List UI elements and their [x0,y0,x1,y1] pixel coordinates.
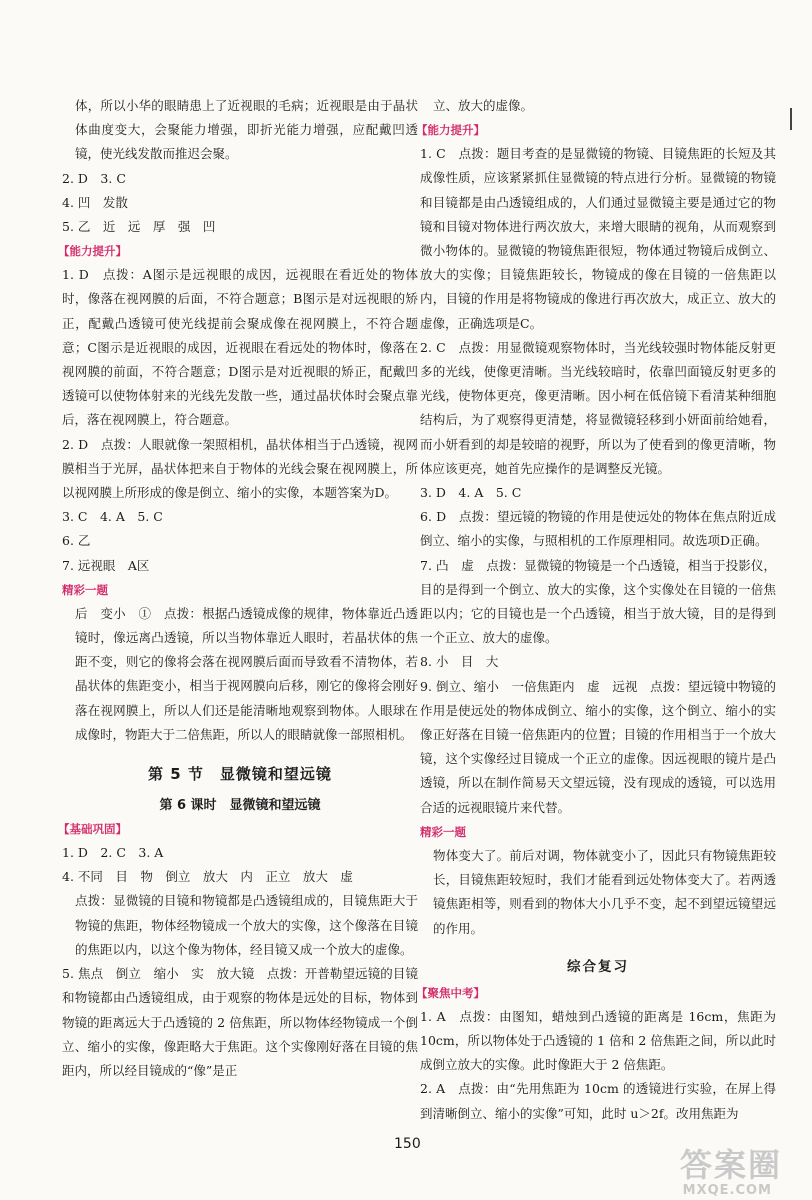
answer-text: 2. D 点拨：人眼就像一架照相机，晶状体相当于凸透镜，视网膜相当于光屏，晶状体把来自于物体的光线会聚在视网膜上，所以视网膜上所形成的像是倒立、缩小的实像，本题答案为D。 [62,436,418,501]
answer-text: 1. D 点拨：A图示是远视眼的成因，远视眼在看近处的物体时，像落在视网膜的后面，不符合题意；B图示是对远视眼的矫正，配戴凸透镜可使光线提前会聚成像在视网膜上，不符合题意；C图示是近视眼的成因，近视眼在看远处的物体时，像落在视网膜的前面，不符合题意；D图示是对近视眼的矫正，配戴凹透镜可以使物体射来的光线先发散一些，通过晶状体时会聚点靠后，落在视网膜上，符合题意。 [62,267,418,428]
lesson-title: 第 6 课时 显微镜和望远镜 [159,798,321,814]
answer-text: 后 变小 ① 点拨：根据凸透镜成像的规律，物体靠近凸透镜时，像远离凸透镜，所以当物体靠近人眼时，若晶状体的焦距不变，则它的像将会落在视网膜后面而导致看不清物体，若晶状体的焦距变小，相当于视网膜向后移，刚它的像将会刚好落在视网膜上，所以人们还是能清晰地观察到物体。人眼球在成像时，物距大于二倍焦距，所以人的眼睛就像一部照相机。 [75,605,418,742]
page-number: 150 [394,1136,421,1152]
section-tag: 【基础巩固】 [58,822,127,837]
answer-text: 8. 小 目 大 [420,654,499,670]
answer-text: 2. D 3. C [62,170,126,186]
watermark-url: MXQE.COM [682,1183,772,1198]
section-tag: 【能力提升】 [58,244,127,259]
answer-text: 4. 凹 发散 [62,194,128,210]
answer-text: 物体变大了。前后对调，物体就变小了，因此只有物镜焦距较长，目镜焦距较短时，我们才能看到远处物体变大了。若两透镜焦距相等，则看到的物体大小几乎不变，起不到望远镜望远的作用。 [433,847,776,936]
highlight-tag: 精彩一题 [62,582,108,597]
answer-text: 5. 焦点 倒立 缩小 实 放大镜 点拨：开普勒望远镜的目镜和物镜都由凸透镜组成，由于观察的物体是远处的目标，物体到物镜的距离远大于凸透镜的 2 倍焦距，所以物体经物镜成一个倒立、缩小的实像，像距略大于焦距。这个实像刚好落在目镜的焦距内，所以经目镜成的“像”是正 [62,966,418,1078]
answer-text: 1. C 点拨：题目考查的是显微镜的物镜、目镜焦距的长短及其成像性质，应该紧紧抓住显微镜的特点进行分析。显微镜的物镜和目镜都是由凸透镜组成的，人们通过显微镜主要是通过它的物镜和目镜对物体进行两次放大，来增大眼睛的视角，从而观察到微小物体的。显微镜的物镜焦距很短，物体通过物镜后成倒立、放大的实像；目镜焦距较长，物镜成的像在目镜的一倍焦距以内，目镜的作用是将物镜成的像进行再次放大，成正立、放大的虚像，正确选项是C。 [420,146,776,331]
answer-text: 6. 乙 [62,533,91,549]
section-title: 第 5 节 显微镜和望远镜 [148,765,332,784]
answer-text: 3. C 4. A 5. C [62,509,163,525]
answer-text: 1. A 点拨：由图知，蜡烛到凸透镜的距离是 16cm，焦距为 10cm，所以物体处于凸透镜的 1 倍和 2 倍焦距之间，所以此时成倒立放大的实像。此时像距大于 2 倍焦距。 [420,1008,776,1073]
answer-text: 7. 远视眼 A区 [62,557,150,573]
answer-text: 6. D 点拨：望远镜的物镜的作用是使远处的物体在焦点附近成倒立、缩小的实像，与照相机的工作原理相同。故选项D正确。 [420,509,776,549]
answer-text: 3. D 4. A 5. C [420,485,522,501]
answer-text: 1. D 2. C 3. A [62,845,164,861]
margin-mark [790,108,792,130]
answer-text: 2. A 点拨：由“先用焦距为 10cm 的透镜进行实验，在屏上得到清晰倒立、缩小的实像”可知，此时 u＞2f。改用焦距为 [420,1081,776,1121]
answer-text: 9. 倒立、缩小 一倍焦距内 虚 远视 点拨：望远镜中物镜的作用是使远处的物体成倒立、缩小的实像，这个倒立、缩小的实像正好落在目镜一倍焦距内的位置；目镜的作用相当于一个放大镜，这个实像经过目镜成一个正立的虚像。因远视眼的镜片是凸透镜，所以在制作简易天文望远镜，没有现成的透镜，可以选用合适的远视眼镜片来代替。 [420,678,776,815]
answer-text: 4. 不同 目 物 倒立 放大 内 正立 放大 虚 [62,869,353,885]
section-tag: 【能力提升】 [416,123,485,138]
answer-text: 5. 乙 近 远 厚 强 凹 [62,219,216,235]
left-column [58,94,418,1083]
section-tag: 【聚焦中考】 [416,985,485,1000]
answer-text: 7. 凸 虚 点拨：显微镜的物镜是一个凸透镜，相当于投影仪，目的是得到一个倒立、放大的实像，这个实像处在目镜的一倍焦距以内；它的目镜也是一个凸透镜，相当于放大镜，目的是得到一个正立、放大的虚像。 [420,557,776,646]
watermark-logo: 答案圈 [679,1146,782,1184]
highlight-tag: 精彩一题 [420,824,466,839]
answer-text: 点拨：显微镜的目镜和物镜都是凸透镜组成的，目镜焦距大于物镜的焦距，物体经物镜成一个放大的实像，这个像落在目镜的焦距以内，以这个像为物体，经目镜又成一个放大的虚像。 [75,893,418,957]
answer-text: 2. C 点拨：用显微镜观察物体时，当光线较强时物体能反射更多的光线，使像更清晰。当光线较暗时，依靠凹面镜反射更多的光线，使物体更亮，像更清晰。因小柯在低倍镜下看清某种细胞结构后，为了观察得更清楚，将显微镜轻移到小妍面前给她看，而小妍看到的却是较暗的视野，所以为了使看到的像更清晰，物体应该更亮，她首先应操作的是调整反光镜。 [420,339,776,476]
right-column [416,94,776,1126]
review-title: 综合复习 [567,958,629,975]
answer-text: 体，所以小华的眼睛患上了近视眼的毛病；近视眼是由于晶状体曲度变大，会聚能力增强，即折光能力增强，应配戴凹透镜，使光线发散而推迟会聚。 [75,98,418,162]
answer-text: 立、放大的虚像。 [433,98,534,113]
